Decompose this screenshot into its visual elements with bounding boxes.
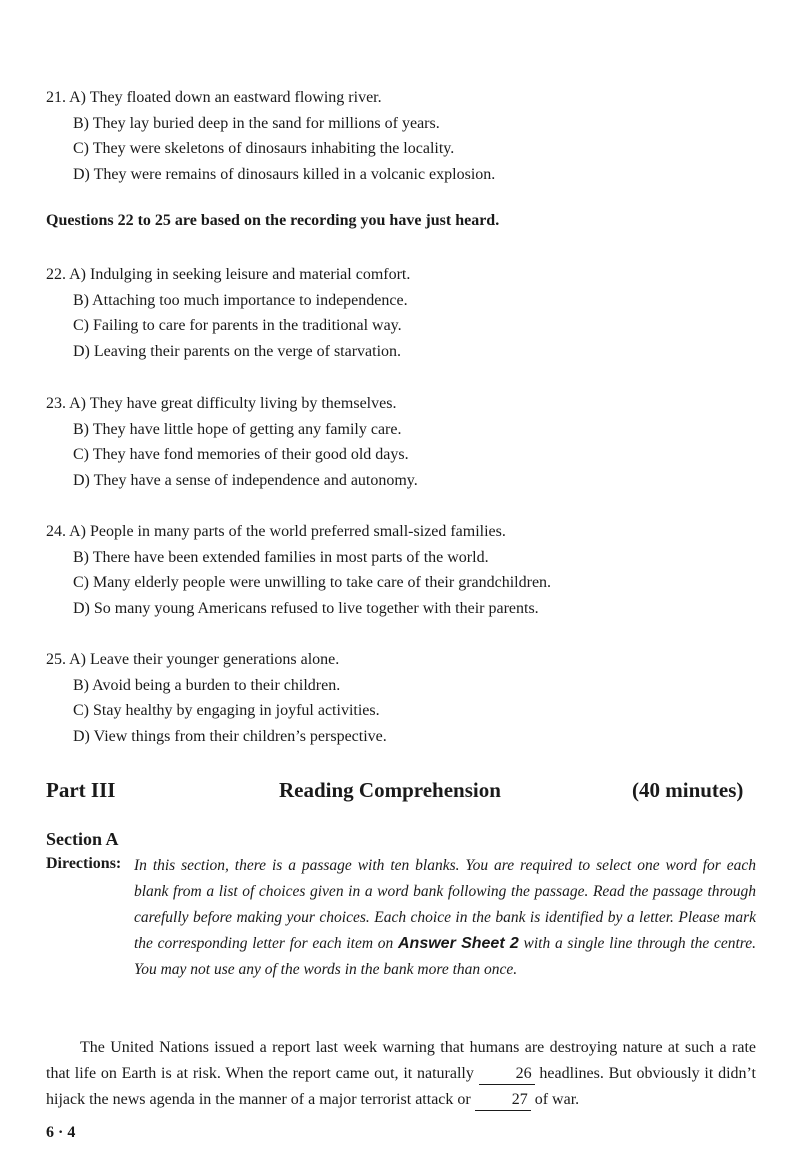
question-23-option-b: B) They have little hope of getting any family care. <box>73 420 402 438</box>
question-25-option-b: B) Avoid being a burden to their children. <box>73 676 341 694</box>
page-number: 6 · 4 <box>46 1124 76 1141</box>
option-text: A) Indulging in seeking leisure and material comfort. <box>69 266 411 283</box>
blank-26: 26 <box>479 1064 535 1085</box>
blank-27: 27 <box>475 1090 531 1111</box>
part-label: Part III <box>46 778 116 802</box>
question-22 <box>46 262 410 364</box>
option-text: A) They floated down an eastward flowing river. <box>69 89 382 106</box>
question-25-option-c: C) Stay healthy by engaging in joyful activities. <box>73 702 380 719</box>
question-25 <box>46 647 387 749</box>
question-number: 24. <box>46 523 66 540</box>
reading-passage <box>46 1035 756 1113</box>
question-23-option-c: C) They have fond memories of their good old days. <box>73 446 409 463</box>
question-number: 25. <box>46 651 66 668</box>
question-group-instruction: Questions 22 to 25 are based on the recording you have just heard. <box>46 212 500 229</box>
question-24 <box>46 519 551 621</box>
directions-text-part: with a single line through the centre. You may not use any of the words in the bank more than once. <box>134 935 756 978</box>
question-24-option-a <box>46 519 551 545</box>
question-21-option-a <box>46 85 495 111</box>
question-21-option-c: C) They were skeletons of dinosaurs inhabiting the locality. <box>73 140 455 157</box>
question-24-option-b: B) There have been extended families in most parts of the world. <box>73 548 489 566</box>
question-22-option-b: B) Attaching too much importance to independence. <box>73 291 408 309</box>
passage-paragraph <box>46 1035 756 1113</box>
question-22-option-d: D) Leaving their parents on the verge of starvation. <box>73 342 402 360</box>
question-number: 23. <box>46 395 66 412</box>
question-23 <box>46 391 418 493</box>
question-23-option-a <box>46 391 418 417</box>
question-22-option-c: C) Failing to care for parents in the traditional way. <box>73 317 402 334</box>
directions-text-part: In this section, there is a passage with ten blanks. You are required to select one word for each blank from a list of choices given in a word bank following the passage. Read the passage through carefully before making your choices. Each choice in the bank is identified by a letter. Please mark the corresponding letter for each item on <box>134 857 756 952</box>
question-25-option-d: D) View things from their children’s perspective. <box>73 727 387 745</box>
question-24-option-d: D) So many young Americans refused to live together with their parents. <box>73 599 539 617</box>
question-23-option-d: D) They have a sense of independence and autonomy. <box>73 471 418 489</box>
directions-label: Directions: <box>46 855 122 872</box>
question-number: 22. <box>46 266 66 283</box>
option-text: A) People in many parts of the world preferred small-sized families. <box>69 523 506 540</box>
part-time: (40 minutes) <box>632 778 744 802</box>
question-21 <box>46 85 495 187</box>
question-22-option-a <box>46 262 410 288</box>
passage-text: The United Nations issued a report last week warning that humans are destroying nature at such a rate that life on Earth is at risk. When the report came out, it naturally <box>46 1039 756 1082</box>
part-title: Reading Comprehension <box>279 778 501 802</box>
section-heading: Section A <box>46 829 119 849</box>
question-number: 21. <box>46 89 66 106</box>
question-25-option-a <box>46 647 387 673</box>
question-24-option-c: C) Many elderly people were unwilling to take care of their grandchildren. <box>73 574 552 591</box>
answer-sheet-reference: Answer Sheet 2 <box>398 935 519 952</box>
passage-text: of war. <box>530 1091 580 1108</box>
option-text: A) Leave their younger generations alone. <box>69 651 340 668</box>
passage-text: headlines. But obviously it didn’t hijack the news agenda in the manner of a major terrorist attack or <box>46 1065 757 1108</box>
question-21-option-d: D) They were remains of dinosaurs killed in a volcanic explosion. <box>73 165 496 183</box>
directions-text <box>134 853 756 983</box>
option-text: A) They have great difficulty living by themselves. <box>69 395 397 412</box>
question-21-option-b: B) They lay buried deep in the sand for millions of years. <box>73 114 440 132</box>
